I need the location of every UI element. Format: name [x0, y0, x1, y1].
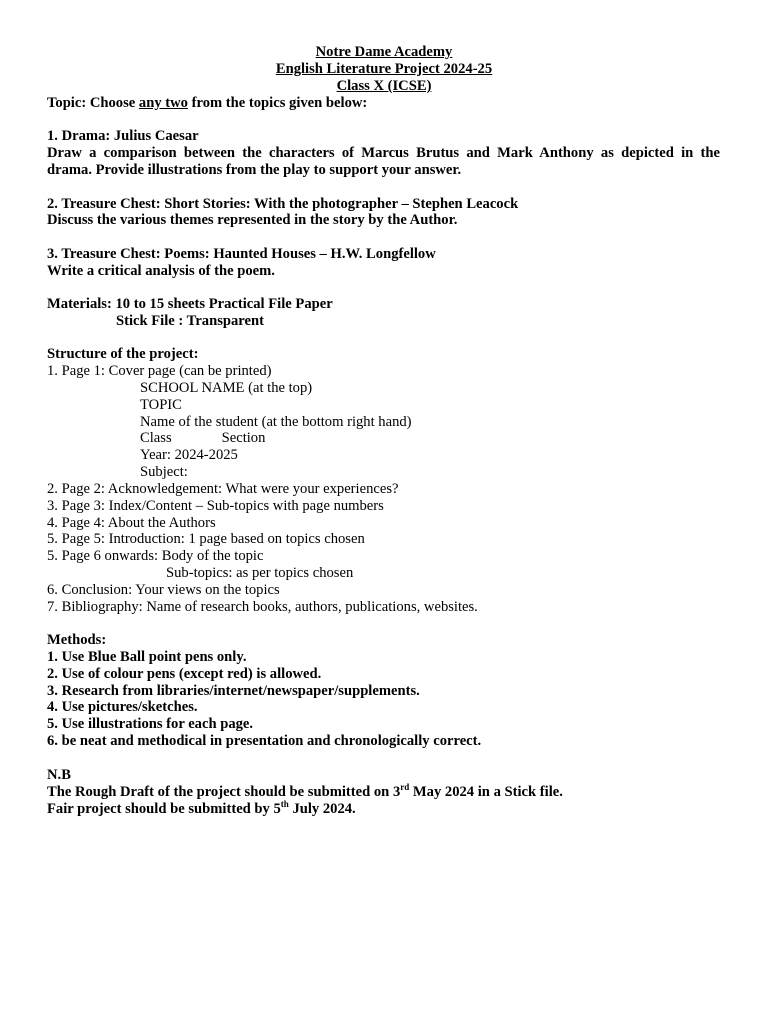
structure-heading: Structure of the project: [47, 346, 199, 362]
structure-page6: 5. Page 6 onwards: Body of the topic [47, 548, 264, 564]
topic-2-description: Discuss the various themes represented in the story by the Author. [47, 212, 458, 228]
nb-rough-draft-text-end: May 2024 in a Stick file. [409, 784, 563, 800]
topic-emphasis: any two [138, 95, 188, 111]
topic-3-heading: 3. Treasure Chest: Poems: Haunted Houses – H.W. Longfellow [47, 246, 436, 262]
method-item: 4. Use pictures/sketches. [47, 699, 198, 715]
topic-suffix: from the topics given below: [187, 95, 368, 111]
cover-item-topic: TOPIC [140, 397, 182, 413]
topic-1-heading: 1. Drama: Julius Caesar [47, 128, 199, 144]
topic-1-description-line1: Draw a comparison between the characters of Marcus Brutus and Mark Anthony as depicted in the [47, 145, 720, 161]
class-field-label: Class [140, 430, 172, 446]
topic-instruction [47, 95, 367, 112]
nb-fair-project-text: Fair project should be submitted by 5 [47, 801, 281, 817]
structure-conclusion: 6. Conclusion: Your views on the topics [47, 582, 280, 598]
methods-heading: Methods: [47, 632, 107, 648]
cover-item-student: Name of the student (at the bottom right hand) [140, 414, 412, 430]
method-item: 6. be neat and methodical in presentation and chronologically correct. [47, 733, 482, 749]
topic-3-description: Write a critical analysis of the poem. [47, 263, 275, 279]
materials-line2: Stick File : Transparent [116, 313, 264, 329]
materials-line1: Materials: 10 to 15 sheets Practical File Paper [47, 296, 333, 312]
topic-1-description-line2: drama. Provide illustrations from the play to support your answer. [47, 162, 462, 178]
class-label: Class X (ICSE) [336, 78, 432, 94]
method-item: 2. Use of colour pens (except red) is allowed. [47, 666, 322, 682]
nb-fair-project-text-end: July 2024. [288, 801, 356, 817]
cover-item-subject: Subject: [140, 464, 188, 480]
nb-rough-draft [47, 784, 563, 801]
method-item: 3. Research from libraries/internet/newspaper/supplements. [47, 683, 420, 699]
ordinal-suffix: th [280, 799, 289, 810]
cover-item-school: SCHOOL NAME (at the top) [140, 380, 313, 396]
structure-page2: 2. Page 2: Acknowledgement: What were your experiences? [47, 481, 399, 497]
structure-page3: 3. Page 3: Index/Content – Sub-topics with page numbers [47, 498, 384, 514]
ordinal-suffix: rd [400, 782, 410, 793]
structure-page1: 1. Page 1: Cover page (can be printed) [47, 363, 272, 379]
project-title: English Literature Project 2024-25 [275, 61, 493, 77]
method-item: 1. Use Blue Ball point pens only. [47, 649, 247, 665]
cover-item-year: Year: 2024-2025 [140, 447, 238, 463]
method-item: 5. Use illustrations for each page. [47, 716, 254, 732]
school-name: Notre Dame Academy [315, 44, 453, 60]
structure-subtopics: Sub-topics: as per topics chosen [166, 565, 354, 581]
structure-page5: 5. Page 5: Introduction: 1 page based on topics chosen [47, 531, 365, 547]
nb-heading: N.B [47, 767, 71, 783]
section-field-label: Section [221, 430, 266, 446]
structure-page4: 4. Page 4: About the Authors [47, 515, 216, 531]
structure-bibliography: 7. Bibliography: Name of research books, authors, publications, websites. [47, 599, 478, 615]
nb-fair-project [47, 801, 356, 818]
cover-item-class-section [140, 430, 265, 447]
topic-prefix: Topic: Choose [47, 95, 139, 111]
nb-rough-draft-text: The Rough Draft of the project should be submitted on 3 [47, 784, 401, 800]
topic-2-heading: 2. Treasure Chest: Short Stories: With the photographer – Stephen Leacock [47, 196, 519, 212]
